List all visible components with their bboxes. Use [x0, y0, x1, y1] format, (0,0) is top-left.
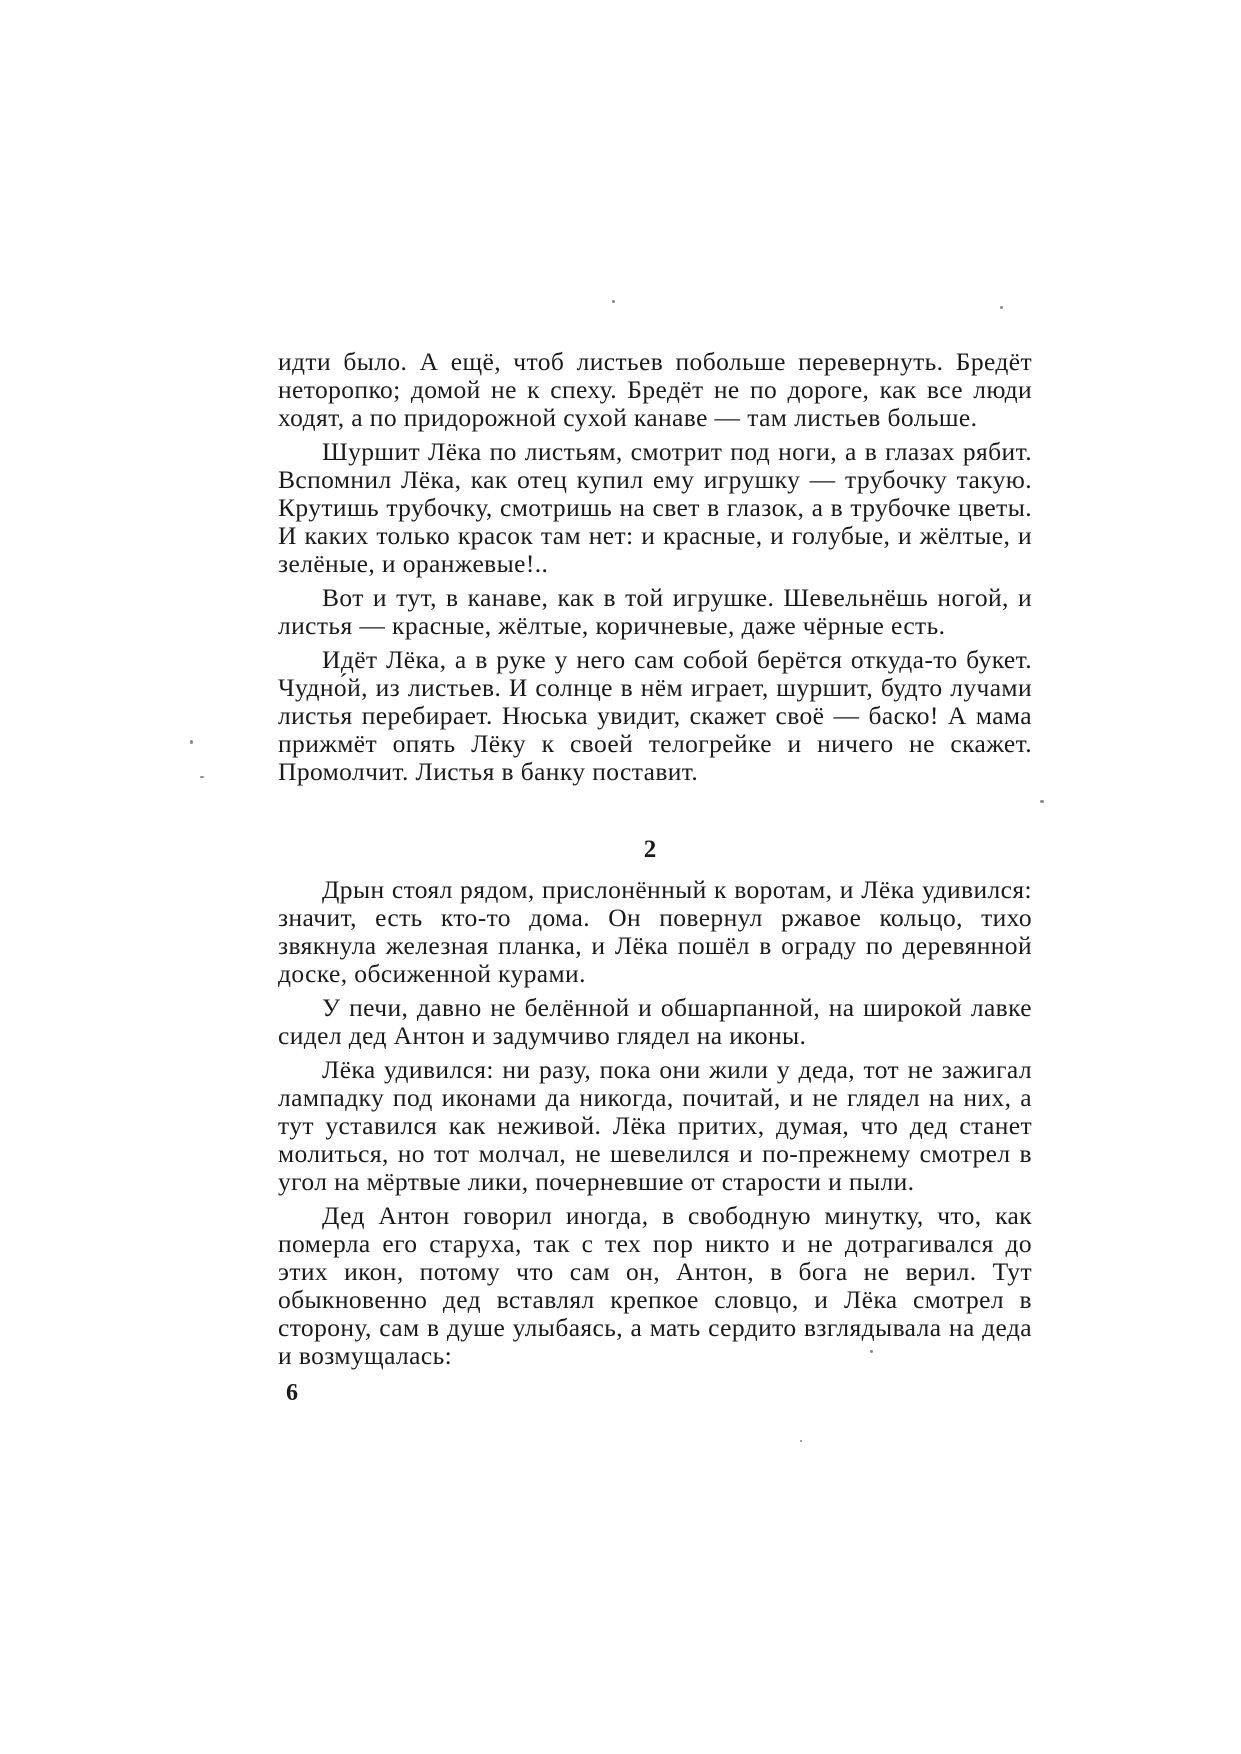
print-speck	[190, 740, 193, 744]
page-number: 6	[286, 1380, 298, 1406]
paragraph: Дрын стоял рядом, прислонённый к воротам, и Лёка удивился: значит, есть кто-то дома. Он повернул ржавое кольцо, тихо звякнула железная планка, и Лёка пошёл в ограду по деревянной доске, обсиженной курами.	[278, 875, 1032, 988]
paragraph: Шуршит Лёка по листьям, смотрит под ноги, а в глазах рябит. Вспомнил Лёка, как отец купил ему игрушку — трубочку такую. Крутишь трубочку, смотришь на свет в глазок, а в трубочке цветы. И каких только красок там нет: и красные, и голубые, и жёлтые, и зелёные, и оранжевые!..	[278, 437, 1032, 578]
print-speck	[200, 776, 204, 778]
chapter-number: 2	[643, 836, 657, 863]
text-section-two	[278, 876, 1032, 1376]
paragraph: У печи, давно не белённой и обшарпанной, на широкой лавке сидел дед Антон и задумчиво глядел на иконы.	[278, 993, 1032, 1050]
print-speck	[1040, 800, 1044, 803]
print-speck	[612, 300, 615, 303]
print-speck	[800, 1440, 802, 1442]
paragraph: идти было. А ещё, чтоб листьев побольше перевернуть. Бредёт неторопко; домой не к спеху. Бредёт не по дороге, как все люди ходят, а по придорожной сухой канаве — там листьев больше.	[278, 347, 1032, 432]
paragraph: Дед Антон говорил иногда, в свободную минутку, что, как померла его старуха, так с тех пор никто и не дотрагивался до этих икон, потому что сам он, Антон, в бога не верил. Тут обыкновенно дед вставлял крепкое словцо, и Лёка смотрел в сторону, сам в душе улыбаясь, а мать сердито взглядывала на деда и возмущалась:	[278, 1201, 1032, 1370]
print-speck	[1000, 306, 1003, 309]
paragraph: Лёка удивился: ни разу, пока они жили у деда, тот не зажигал лампадку под иконами да никогда, почитай, и не глядел на них, а тут уставился как неживой. Лёка притих, думая, что дед станет молиться, но тот молчал, не шевелился и по-прежнему смотрел в угол на мёртвые лики, почерневшие от старости и пыли.	[278, 1055, 1032, 1196]
paragraph: Идёт Лёка, а в руке у него сам собой берётся откуда-то букет. Чудно́й, из листьев. И солнце в нём играет, шуршит, будто лучами листья перебирает. Нюська увидит, скажет своё — баско! А мама прижмёт опять Лёку к своей телогрейке и ничего не скажет. Промолчит. Листья в банку поставит.	[278, 645, 1032, 786]
paragraph: Вот и тут, в канаве, как в той игрушке. Шевельнёшь ногой, и листья — красные, жёлтые, коричневые, даже чёрные есть.	[278, 583, 1032, 640]
text-section-one	[278, 348, 1032, 792]
